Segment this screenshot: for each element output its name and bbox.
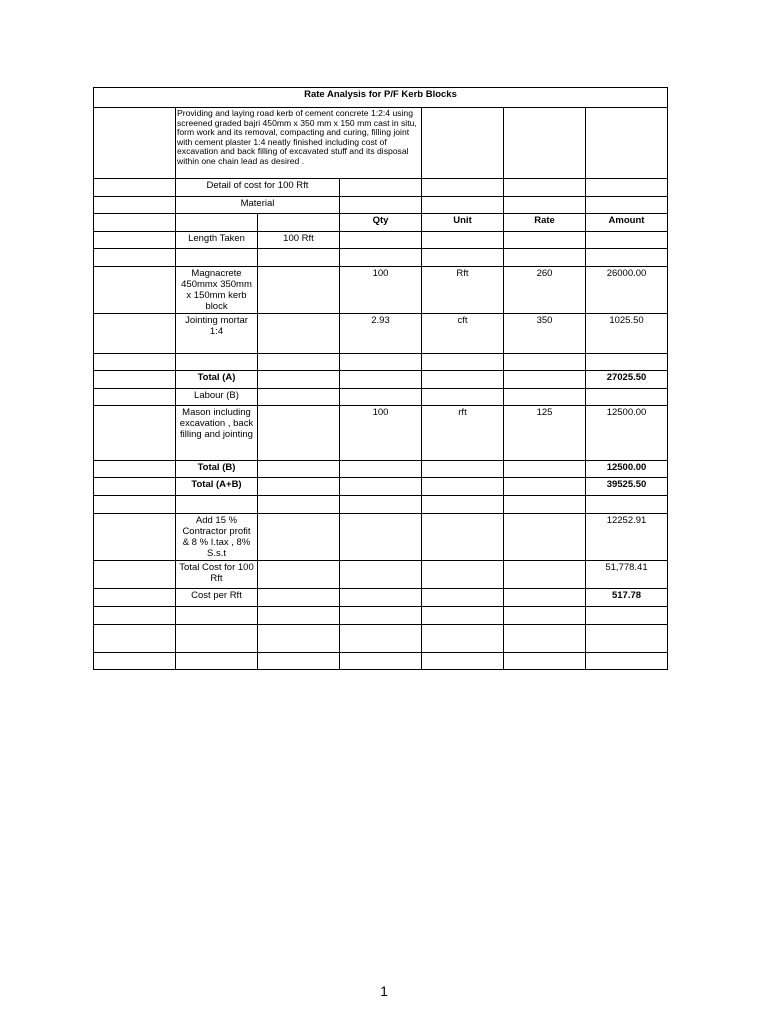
item-qty: 2.93 (340, 314, 422, 354)
empty-cell (340, 197, 422, 214)
profit-label: Add 15 % Contractor profit & 8 % I.tax , 8% S.s.t (176, 514, 258, 561)
length-taken-value: 100 Rft (258, 232, 340, 249)
labour-item-row (94, 406, 668, 461)
empty-cell (94, 589, 176, 607)
total-cost-amount: 51,778.41 (586, 561, 668, 589)
item-qty: 100 (340, 406, 422, 461)
empty-cell (586, 108, 668, 179)
description-row (94, 108, 668, 179)
item-amount: 12500.00 (586, 406, 668, 461)
empty-cell (586, 232, 668, 249)
blank-row (94, 496, 668, 514)
empty-cell (176, 214, 258, 232)
item-description: Mason including excavation , back filling and jointing (176, 406, 258, 461)
length-taken-label: Length Taken (176, 232, 258, 249)
empty-cell (422, 197, 504, 214)
total-b-row (94, 461, 668, 478)
total-b-label: Total (B) (176, 461, 258, 478)
item-rate: 125 (504, 406, 586, 461)
total-ab-row (94, 478, 668, 496)
empty-cell (94, 314, 176, 354)
empty-cell (504, 197, 586, 214)
total-a-row (94, 371, 668, 389)
item-description: Jointing mortar 1:4 (176, 314, 258, 354)
empty-cell (258, 314, 340, 354)
empty-cell (504, 108, 586, 179)
blank-row (94, 653, 668, 670)
empty-cell (94, 514, 176, 561)
item-amount: 1025.50 (586, 314, 668, 354)
material-label: Material (176, 197, 340, 214)
material-item-row (94, 267, 668, 314)
empty-cell (94, 214, 176, 232)
empty-cell (504, 232, 586, 249)
total-ab-amount: 39525.50 (586, 478, 668, 496)
profit-amount: 12252.91 (586, 514, 668, 561)
total-a-amount: 27025.50 (586, 371, 668, 389)
labour-label: Labour (B) (176, 389, 258, 406)
total-ab-label: Total (A+B) (176, 478, 258, 496)
work-description: Providing and laying road kerb of cement concrete 1:2:4 using screened graded bajri 450mm x 350 mm x 150 mm cast in situ, form work and its removal, compacting and curing, filling joint with cement plaster 1:4 neatly finished including cost of excavation and back filling of excavated stuff and its disposal within one chain lead as desired . (176, 108, 422, 179)
empty-cell (94, 561, 176, 589)
title-row (94, 88, 668, 108)
item-qty: 100 (340, 267, 422, 314)
empty-cell (94, 389, 176, 406)
empty-cell (94, 179, 176, 197)
empty-cell (258, 214, 340, 232)
empty-cell (586, 179, 668, 197)
total-a-label: Total (A) (176, 371, 258, 389)
total-b-amount: 12500.00 (586, 461, 668, 478)
empty-cell (94, 371, 176, 389)
empty-cell (422, 232, 504, 249)
empty-cell (422, 179, 504, 197)
cost-per-rft-amount: 517.78 (586, 589, 668, 607)
detail-row (94, 179, 668, 197)
total-cost-label: Total Cost for 100 Rft (176, 561, 258, 589)
amount-header: Amount (586, 214, 668, 232)
sheet-title: Rate Analysis for P/F Kerb Blocks (94, 88, 668, 108)
rate-analysis-table (93, 87, 668, 670)
item-unit: cft (422, 314, 504, 354)
blank-row (94, 249, 668, 267)
qty-header: Qty (340, 214, 422, 232)
blank-row (94, 625, 668, 653)
material-item-row (94, 314, 668, 354)
empty-cell (258, 406, 340, 461)
cost-per-rft-label: Cost per Rft (176, 589, 258, 607)
length-taken-row (94, 232, 668, 249)
labour-row (94, 389, 668, 406)
item-rate: 260 (504, 267, 586, 314)
item-amount: 26000.00 (586, 267, 668, 314)
detail-of-cost-label: Detail of cost for 100 Rft (176, 179, 340, 197)
item-unit: Rft (422, 267, 504, 314)
cost-per-rft-row (94, 589, 668, 607)
profit-row (94, 514, 668, 561)
empty-cell (504, 179, 586, 197)
empty-cell (94, 108, 176, 179)
total-cost-row (94, 561, 668, 589)
item-unit: rft (422, 406, 504, 461)
empty-cell (94, 406, 176, 461)
page-number: 1 (380, 983, 388, 999)
empty-cell (94, 267, 176, 314)
material-row (94, 197, 668, 214)
unit-header: Unit (422, 214, 504, 232)
empty-cell (94, 461, 176, 478)
item-rate: 350 (504, 314, 586, 354)
empty-cell (94, 232, 176, 249)
empty-cell (94, 197, 176, 214)
item-description: Magnacrete 450mmx 350mm x 150mm kerb block (176, 267, 258, 314)
rate-header: Rate (504, 214, 586, 232)
header-row (94, 214, 668, 232)
empty-cell (586, 197, 668, 214)
blank-row (94, 607, 668, 625)
empty-cell (340, 179, 422, 197)
empty-cell (94, 478, 176, 496)
empty-cell (258, 267, 340, 314)
empty-cell (340, 232, 422, 249)
blank-row (94, 354, 668, 371)
empty-cell (422, 108, 504, 179)
